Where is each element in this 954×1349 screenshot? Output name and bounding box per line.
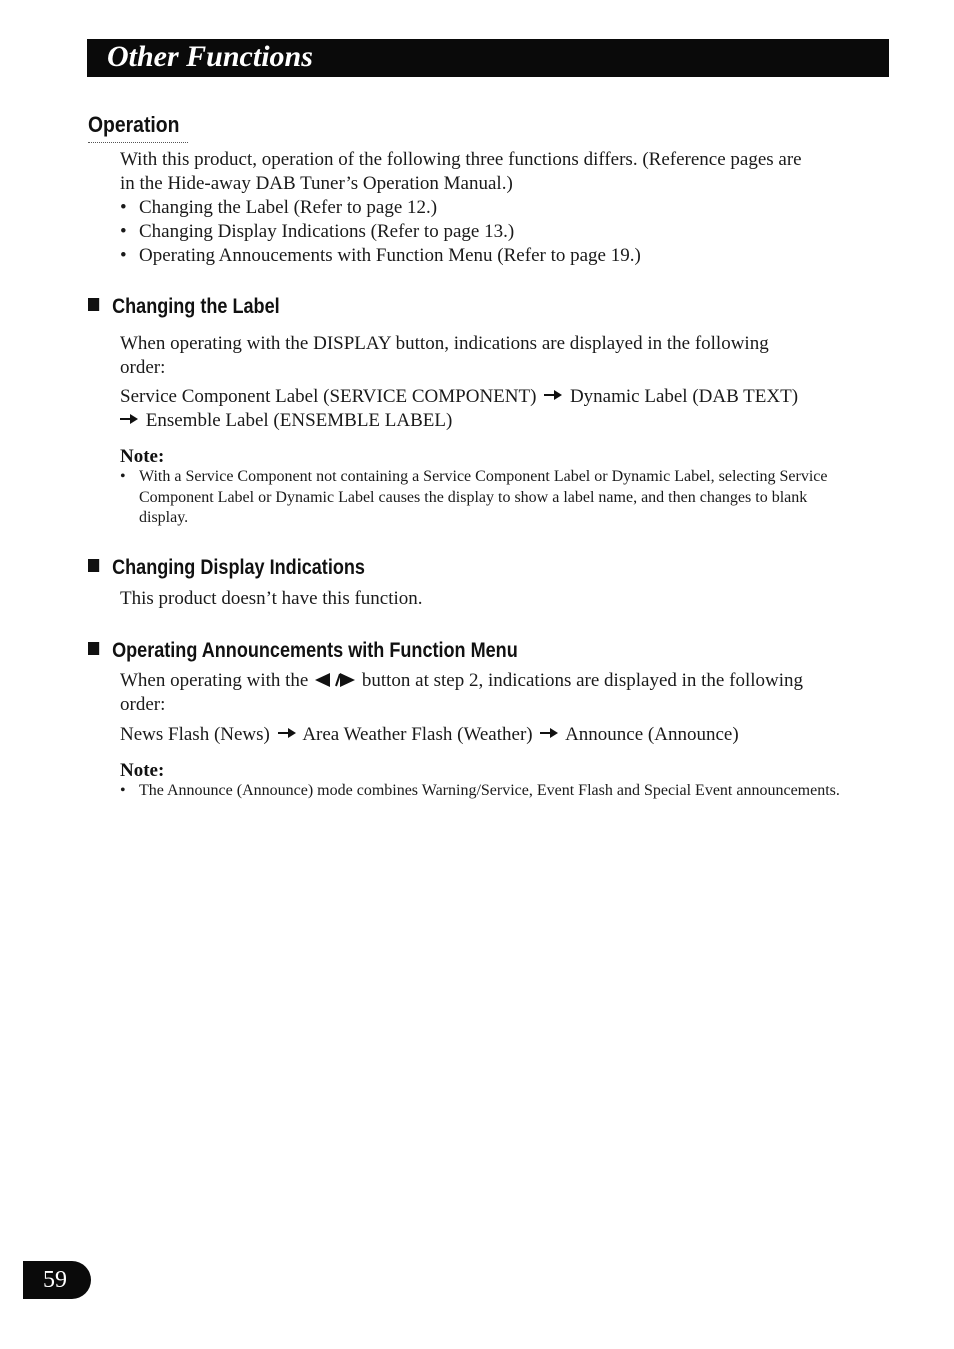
heading-changing-display (88, 555, 365, 581)
note-body: With a Service Component not containing a Service Component Label or Dynamic Label, selecting Service Component Label or Dynamic Label causes the display to show a label name, and then changes to blank display. (139, 468, 828, 526)
sequence-step: Service Component Label (SERVICE COMPONENT) (120, 386, 537, 407)
intro-bullet (120, 196, 437, 220)
heading-changing-label (88, 294, 280, 320)
right-arrow-icon (544, 390, 562, 400)
intro-bullet-text: Operating Annoucements with Function Menu (Refer to page 19.) (139, 245, 641, 266)
bullet-icon: • (120, 197, 127, 218)
sequence-step: Announce (Announce) (565, 724, 739, 745)
black-square-icon (88, 559, 99, 572)
note-label: Note: (120, 760, 165, 781)
heading-announcements (88, 638, 518, 664)
section-title-underline (88, 142, 188, 143)
right-arrow-icon (120, 414, 138, 424)
black-square-icon (88, 642, 99, 655)
display-para: This product doesn’t have this function. (120, 588, 423, 609)
note-text (120, 467, 860, 529)
page-number: 59 (43, 1267, 67, 1293)
black-square-icon (88, 298, 99, 311)
bullet-icon: • (120, 782, 126, 799)
para-text: button at step 2, indications are displayed in the following (361, 670, 803, 691)
heading-text: Changing the Label (112, 295, 280, 318)
intro-line-2: in the Hide-away DAB Tuner’s Operation Manual.) (120, 173, 513, 194)
right-arrow-icon (540, 728, 558, 738)
intro-bullet (120, 220, 514, 244)
announce-para-line-2: order: (120, 694, 166, 715)
heading-text: Operating Announcements with Function Menu (112, 639, 518, 662)
bullet-icon: • (120, 245, 127, 266)
para-text: When operating with the (120, 670, 309, 691)
intro-bullet-text: Changing Display Indications (Refer to page 13.) (139, 221, 515, 242)
note-body: The Announce (Announce) mode combines Warning/Service, Event Flash and Special Event announcements. (139, 782, 840, 799)
sequence-step: Area Weather Flash (Weather) (302, 724, 533, 745)
note-label: Note: (120, 446, 165, 467)
heading-text: Changing Display Indications (112, 556, 365, 579)
intro-bullet-text: Changing the Label (Refer to page 12.) (139, 197, 438, 218)
label-para-line-1: When operating with the DISPLAY button, indications are displayed in the following (120, 333, 769, 354)
note-text (120, 781, 860, 802)
label-sequence-line-2 (120, 409, 452, 433)
chapter-title: Other Functions (107, 40, 313, 73)
intro-line-1: With this product, operation of the following three functions differs. (Reference pages are (120, 149, 802, 170)
announce-para-line-1 (120, 669, 803, 693)
intro-bullet (120, 244, 641, 268)
announce-sequence (120, 723, 739, 747)
right-arrow-icon (278, 728, 296, 738)
bullet-icon: • (120, 468, 126, 485)
sequence-step: Dynamic Label (DAB TEXT) (569, 386, 799, 407)
bullet-icon: • (120, 221, 127, 242)
label-sequence-line-1 (120, 385, 798, 409)
sequence-step: Ensemble Label (ENSEMBLE LABEL) (145, 410, 453, 431)
left-right-button-icon (315, 673, 355, 687)
label-para-line-2: order: (120, 357, 166, 378)
chapter-banner (87, 39, 889, 77)
section-title: Operation (88, 112, 180, 137)
sequence-step: News Flash (News) (120, 724, 270, 745)
